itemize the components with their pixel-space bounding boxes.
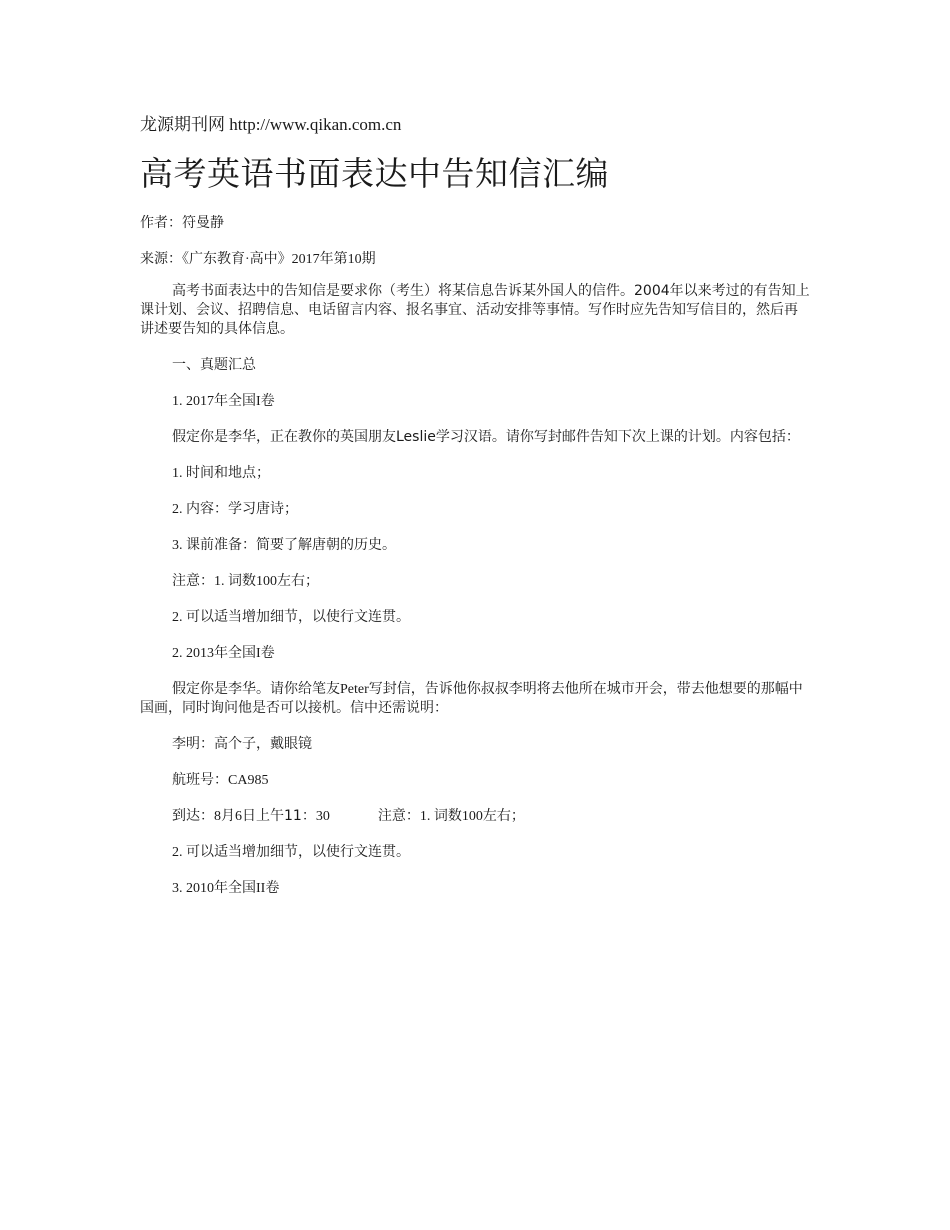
article-body (140, 282, 810, 915)
author-line: 作者：符曼静 (140, 216, 224, 231)
section-heading: 一、真题汇总 (172, 358, 256, 373)
question-2-note: 2. 可以适当增加细节，以使行文连贯。 (172, 845, 410, 860)
question-2-item-with-note: 到达：8月6日上午11：30 注意：1. 词数100左右； (172, 808, 525, 824)
question-1-prompt: 假定你是李华，正在教你的英国朋友Leslie学习汉语。请你写封邮件告知下次上课的计划。内容包括： (172, 429, 800, 445)
source-line: 来源：《广东教育·高中》2017年第10期 (140, 252, 376, 267)
article-title: 高考英语书面表达中告知信汇编 (140, 157, 609, 193)
question-2-item: 航班号：CA985 (172, 773, 269, 788)
source-site-header: 龙源期刊网 http://www.qikan.com.cn (140, 115, 402, 134)
question-2-item: 李明：高个子，戴眼镜 (172, 737, 312, 752)
question-2-prompt: 假定你是李华。请你给笔友Peter写封信，告诉他你叔叔李明将去他所在城市开会，带去他想要的那幅中国画，同时询问他是否可以接机。信中还需说明： (140, 682, 803, 716)
question-1-note: 2. 可以适当增加细节，以使行文连贯。 (172, 610, 410, 625)
question-1-title: 1. 2017年全国I卷 (172, 394, 275, 409)
question-1-item: 1. 时间和地点； (172, 466, 270, 481)
question-1-item: 2. 内容：学习唐诗； (172, 502, 298, 517)
question-1-item: 3. 课前准备：简要了解唐朝的历史。 (172, 538, 396, 553)
question-3-title: 3. 2010年全国II卷 (172, 881, 280, 896)
question-2-title: 2. 2013年全国I卷 (172, 646, 275, 661)
intro-paragraph: 高考书面表达中的告知信是要求你（考生）将某信息告诉某外国人的信件。2004年以来考过的有告知上课计划、会议、招聘信息、电话留言内容、报名事宜、活动安排等事情。写作时应先告知写信目的，然后再讲述要告知的具体信息。 (140, 283, 810, 337)
question-1-note: 注意：1. 词数100左右； (172, 574, 319, 589)
